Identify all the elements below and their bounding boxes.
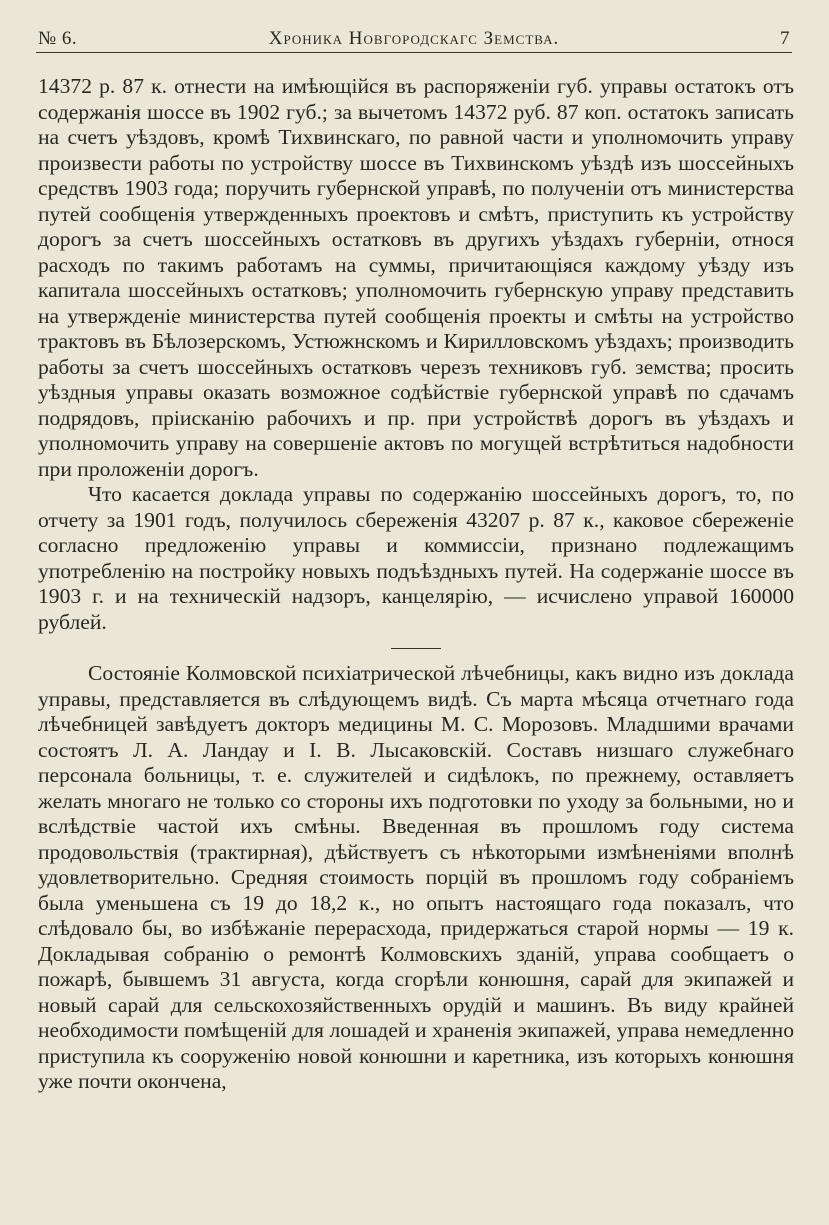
paragraph-2: Что касается доклада управы по содержанію шоссейныхъ дорогъ, то, по отчету за 1901 годъ, получилось сбереженія 43207 р. 87 к., каковое сбереженіе согласно предложенію управы и коммиссіи, признано подлежащимъ употребленію на постройку новыхъ подъѣздныхъ путей. На содержаніе шоссе въ 1903 г. и на техническій надзоръ, канцелярію, — исчислено управой 160000 рублей.: [38, 482, 794, 634]
section-separator: [391, 648, 441, 649]
header-rule: [36, 52, 792, 53]
paragraph-1: 14372 р. 87 к. отнести на имѣющійся въ распоряженіи губ. управы остатокъ отъ содержанія шоссе въ 1902 губ.; за вычетомъ 14372 руб. 87 коп. остатокъ записать на счетъ уѣздовъ, кромѣ Тихвинскаго, по равной части и уполномочить управу произвести работы по устройству шоссе въ Тихвинскомъ уѣздѣ изъ шоссейныхъ средствъ 1903 года; поручить губернской управѣ, по полученіи отъ министерства путей сообщенія утвержденныхъ проектовъ и смѣтъ, приступить къ устройству дорогъ за счетъ шоссейныхъ остатковъ въ другихъ уѣздахъ губерніи, относя расходъ по такимъ работамъ на суммы, причитающіяся каждому уѣзду изъ капитала шоссейныхъ остатковъ; уполномочить губернскую управу представить на утвержденіе министерства путей сообщенія проекты и смѣты на устройство трактовъ въ Бѣлозерскомъ, Устюжнскомъ и Кирилловскомъ уѣздахъ; производить работы за счетъ шоссейныхъ остатковъ черезъ техниковъ губ. земства; просить уѣздныя управы оказать возможное содѣйствіе губернской управѣ по сдачамъ подрядовъ, пріисканію рабочихъ и пр. при устройствѣ дорогъ въ уѣздахъ и уполномочить управу на совершеніе актовъ по могущей встрѣтиться надобности при проложеніи дорогъ.: [38, 74, 794, 481]
issue-number: № 6.: [38, 28, 78, 49]
text-body: [38, 74, 794, 1095]
running-header: [34, 24, 794, 54]
paragraph-3: Состояніе Колмовской психіатрической лѣчебницы, какъ видно изъ доклада управы, представляется въ слѣдующемъ видѣ. Съ марта мѣсяца отчетнаго года лѣчебницей завѣдуетъ докторъ медицины М. С. Морозовъ. Младшими врачами состоятъ Л. А. Ландау и I. В. Лысаковскій. Составъ низшаго служебнаго персонала больницы, т. е. служителей и сидѣлокъ, по прежнему, оставляетъ желать многаго не только со стороны ихъ подготовки по уходу за больными, но и вслѣдствіе частой ихъ смѣны. Введенная въ прошломъ году система продовольствія (трактирная), дѣйствуетъ съ нѣкоторыми измѣненіями вполнѣ удовлетворительно. Средняя стоимость порцій въ прошломъ году собраніемъ была уменьшена съ 19 до 18,2 к., но опытъ настоящаго года показалъ, что слѣдовало бы, во избѣжаніе перерасхода, придержаться старой нормы — 19 к. Докладывая собранію о ремонтѣ Колмовскихъ зданій, управа сообщаетъ о пожарѣ, бывшемъ 31 августа, когда сгорѣли конюшня, сарай для экипажей и новый сарай для сельскохозяйственныхъ орудій и машинъ. Въ виду крайней необходимости помѣщеній для лошадей и храненія экипажей, управа немедленно приступила къ сооруженію новой конюшни и каретника, изъ которыхъ конюшня уже почти окончена,: [38, 661, 794, 1093]
journal-title: Хроника Новгородскагс Земства.: [268, 28, 560, 49]
page-number: 7: [780, 28, 790, 49]
